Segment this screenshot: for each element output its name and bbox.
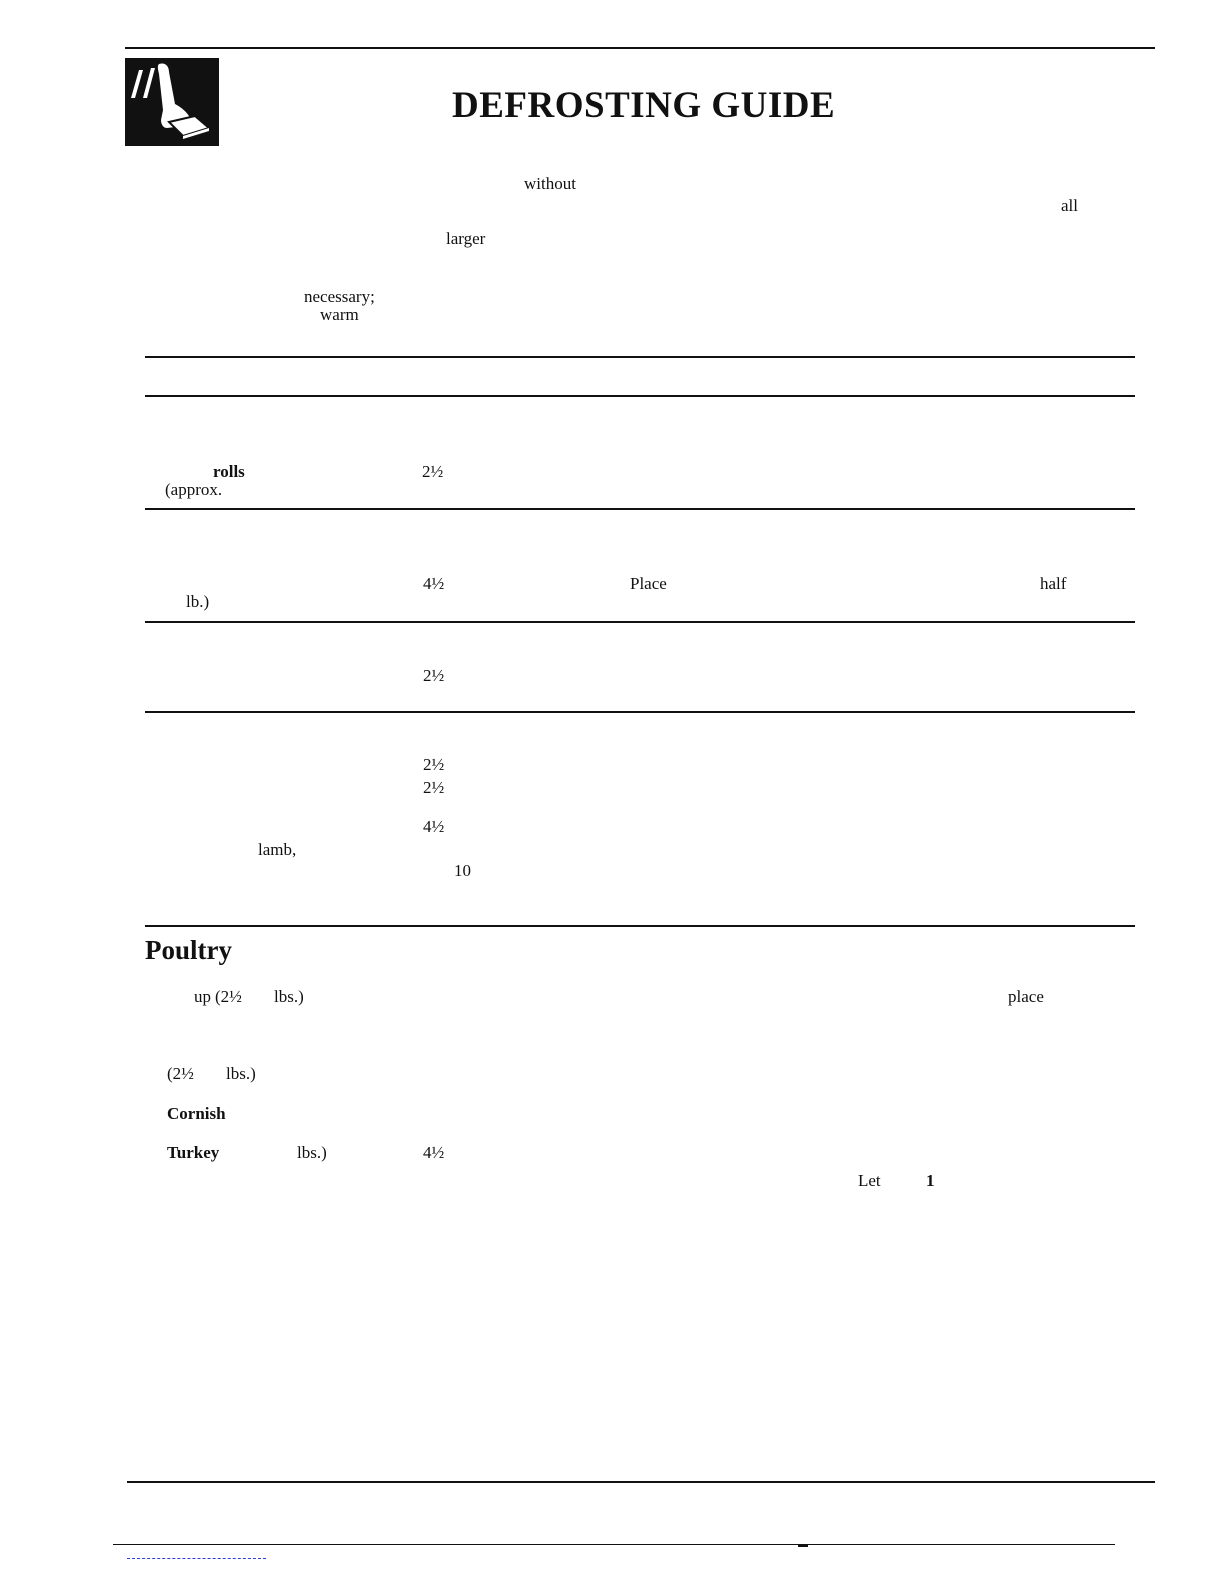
row-meats-lamb: lamb, — [258, 840, 297, 859]
row-half-time: 4½ — [423, 574, 445, 593]
row-half-half: half — [1040, 574, 1067, 593]
table-rule-6 — [145, 925, 1135, 927]
poultry-turkey-lbs: lbs.) — [297, 1143, 327, 1162]
logo-box — [125, 58, 219, 146]
row-meats-time-3: 4½ — [423, 817, 445, 836]
row-half-place: Place — [630, 574, 667, 593]
poultry-row1-weight: (2½ — [215, 987, 242, 1006]
poultry-row1-up: up — [194, 987, 211, 1006]
poultry-row2-weight: (2½ — [167, 1064, 194, 1083]
section-heading-poultry: Poultry — [145, 935, 232, 965]
row-meats-time-2: 2½ — [423, 778, 445, 797]
table-rule-4 — [145, 621, 1135, 623]
poultry-row2-lbs: lbs.) — [226, 1064, 256, 1083]
footer-rule-1 — [127, 1481, 1155, 1483]
intro-fragment-warm: warm — [320, 305, 359, 324]
poultry-let: Let — [858, 1171, 881, 1190]
footer-mark — [798, 1545, 808, 1547]
poultry-row1-lbs: lbs.) — [274, 987, 304, 1006]
poultry-row1-place: place — [1008, 987, 1044, 1006]
page-title: DEFROSTING GUIDE — [452, 85, 836, 126]
row-rolls-approx: (approx. — [165, 480, 223, 499]
row-rolls-time: 2½ — [422, 462, 444, 481]
table-rule-2 — [145, 395, 1135, 397]
poultry-cornish-label: Cornish — [167, 1104, 226, 1123]
footer-link-underline — [127, 1558, 266, 1559]
intro-fragment-without: without — [524, 174, 576, 193]
intro-fragment-necessary: necessary; — [304, 287, 375, 306]
row-meats-time-1: 2½ — [423, 755, 445, 774]
row-half-lb: lb.) — [186, 592, 210, 611]
table-rule-5 — [145, 711, 1135, 713]
row-rolls-label: rolls — [213, 462, 245, 481]
intro-fragment-all: all — [1061, 196, 1078, 215]
table-rule-3 — [145, 508, 1135, 510]
row-single-time: 2½ — [423, 666, 445, 685]
footer-rule-2 — [113, 1544, 1115, 1545]
table-rule-1 — [145, 356, 1135, 358]
intro-fragment-larger: larger — [446, 229, 486, 248]
poultry-turkey-label: Turkey — [167, 1143, 220, 1162]
poultry-turkey-time: 4½ — [423, 1143, 445, 1162]
hand-pressing-button-icon — [125, 58, 219, 146]
top-rule — [125, 47, 1155, 49]
poultry-one: 1 — [926, 1171, 935, 1190]
row-meats-ten: 10 — [454, 861, 471, 880]
